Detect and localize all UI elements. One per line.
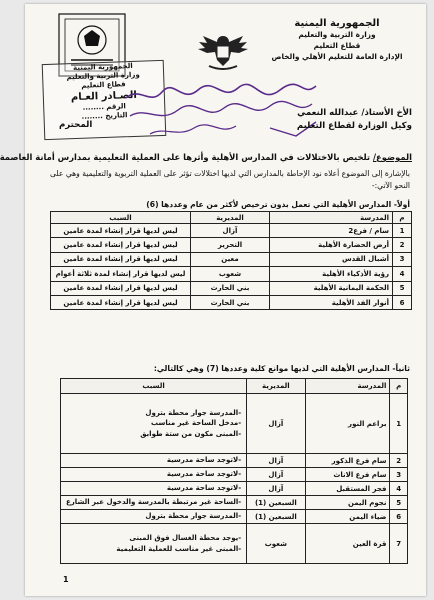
row-number: 4: [390, 482, 408, 496]
section-1-heading: أولاً- المدارس الأهلية التي تعمل بدون ترخيص لأكثر من عام وعددها (6): [146, 200, 410, 209]
reason-line: -المبنى مكون من ستة طوابق: [140, 429, 242, 438]
row-district: آزال: [247, 394, 305, 454]
row-school: قرة العين: [305, 524, 390, 564]
row-number: 7: [390, 524, 408, 564]
reason-line: -المدرسة جوار محطة بترول: [145, 512, 242, 521]
row-number: 5: [393, 281, 412, 295]
table-row: [51, 252, 412, 266]
row-reason: [61, 394, 247, 454]
col-header-reason: السبب: [51, 212, 191, 224]
subject-label: الموضوع/: [372, 152, 412, 162]
row-number: 3: [393, 252, 412, 266]
row-reason: [61, 454, 247, 468]
page-number: 1: [63, 575, 69, 584]
col-header-reason: السبب: [61, 379, 247, 394]
subject-text: تلخيص بالاختلالات في المدارس الأهلية وأثرها على العملية التعليمية بمدارس أمانة العاصمة: [0, 152, 373, 162]
reason-line: -مدخل الساحة غير مناسب: [151, 419, 242, 428]
row-school: نجوم اليمن: [305, 496, 390, 510]
table-header-row: [51, 212, 412, 224]
table-row: [51, 295, 412, 309]
row-district: السبعين (1): [247, 510, 305, 524]
stamp-line-5: الرقم ........: [82, 102, 126, 112]
prohibited-schools-table: [60, 378, 408, 564]
col-header-school: المدرسة: [305, 379, 390, 394]
row-school: براعم النور: [305, 394, 390, 454]
row-reason: [61, 482, 247, 496]
unlicensed-schools-table: [50, 211, 412, 310]
letterhead: [262, 18, 412, 62]
row-district: آزال: [247, 482, 305, 496]
stamp-line-4: الصـادر العـام: [70, 89, 138, 104]
stamp-line-6: التاريخ ........: [81, 111, 128, 121]
document-page: [0, 4, 426, 596]
reason-line: -المبنى غير مناسب للعملية التعليمية: [116, 544, 242, 553]
subject-line: [0, 152, 412, 162]
table-row: [51, 238, 412, 252]
row-district: شعوب: [191, 267, 270, 281]
row-reason: ليس لديها قرار إنشاء لمدة عامين: [51, 295, 191, 309]
row-reason: [61, 468, 247, 482]
row-number: 5: [390, 496, 408, 510]
table-row: [51, 281, 412, 295]
table-row: [61, 496, 408, 510]
row-number: 2: [390, 454, 408, 468]
table-row: [51, 267, 412, 281]
row-district: آزال: [247, 468, 305, 482]
row-number: 2: [393, 238, 412, 252]
table-row: [61, 468, 408, 482]
addressee-greeting: المحترم: [59, 120, 93, 130]
row-reason: ليس لديها قرار إنشاء لمدة عامين: [51, 224, 191, 238]
reason-line: -المدرسة جوار محطة بترول: [145, 408, 242, 417]
addressee-title: وكيل الوزارة لقطاع التعليم: [296, 121, 412, 131]
row-district: بني الحارث: [191, 295, 270, 309]
letterhead-department: الإدارة العامة للتعليم الأهلي والخاص: [271, 52, 403, 61]
row-reason: [61, 496, 247, 510]
reason-line: -الساحة غير مرتبطة بالمدرسة والدخول عبر الشارع: [66, 498, 242, 507]
handwritten-signature: [120, 76, 320, 146]
row-district: السبعين (1): [247, 496, 305, 510]
letterhead-sector: قطاع التعليم: [313, 41, 361, 50]
addressee: [297, 107, 412, 133]
row-school: فجر المستقبل: [305, 482, 390, 496]
row-reason: ليس لديها قرار إنشاء لمدة عامين: [51, 281, 191, 295]
row-school: سام / فرع2: [270, 224, 393, 238]
row-school: الحكمة اليمانية الأهلية: [270, 281, 393, 295]
col-header-number: م: [390, 379, 408, 394]
row-number: 4: [393, 267, 412, 281]
stamp-line-3: قطاع التعليم: [81, 80, 126, 90]
addressee-name: الأخ الأستاذ/ عبدالله النعمي: [297, 108, 412, 118]
table-row: [61, 454, 408, 468]
row-school: أنوار الفذ الأهلية: [270, 295, 393, 309]
row-school: سام فرع الذكور: [305, 454, 390, 468]
col-header-district: المديرية: [247, 379, 305, 394]
row-number: 6: [393, 295, 412, 309]
table-row: [61, 482, 408, 496]
national-emblem-icon: [195, 30, 251, 72]
row-district: التحرير: [191, 238, 270, 252]
row-reason: [61, 510, 247, 524]
reason-line: -لاتوجد ساحة مدرسية: [166, 470, 242, 479]
reason-line: -لاتوجد ساحة مدرسية: [166, 484, 242, 493]
row-number: 6: [390, 510, 408, 524]
col-header-district: المديرية: [191, 212, 270, 224]
row-school: رؤية الأذكياء الأهلية: [270, 267, 393, 281]
letterhead-ministry: وزارة التربية والتعليم: [298, 30, 376, 39]
table-row: [61, 510, 408, 524]
row-school: ضياء اليمن: [305, 510, 390, 524]
letterhead-title: الجمهورية اليمنية: [294, 18, 380, 29]
row-number: 1: [390, 394, 408, 454]
row-reason: ليس لديها قرار إنشاء لمدة عامين: [51, 252, 191, 266]
row-district: شعوب: [247, 524, 305, 564]
row-number: 1: [393, 224, 412, 238]
col-header-number: م: [393, 212, 412, 224]
col-header-school: المدرسة: [270, 212, 393, 224]
stamp-line-1: الجمهورية اليمنية: [72, 61, 133, 73]
section-2-heading: ثانياً- المدارس الأهلية التي لديها موانع كلية وعددها (7) وهي كالتالي:: [153, 364, 410, 373]
stamp-line-2: وزارة التربية والتعليم: [66, 70, 140, 82]
row-district: بني الحارث: [191, 281, 270, 295]
row-number: 3: [390, 468, 408, 482]
row-school: أرض الحضارة الأهلية: [270, 238, 393, 252]
row-reason: ليس لديها قرار إنشاء لمدة ثلاثة أعوام: [51, 267, 191, 281]
row-reason: [61, 524, 247, 564]
table-row: [61, 524, 408, 564]
table-header-row: [61, 379, 408, 394]
table-row: [51, 224, 412, 238]
row-district: آزال: [191, 224, 270, 238]
intro-paragraph: بالإشارة إلى الموضوع أعلاه نود الإحاطة بالمدارس التي لديها اختلالات تؤثر على العملية التربوية والتعليمية وهي على النحو الآتي:-: [50, 169, 410, 190]
row-district: معين: [191, 252, 270, 266]
row-reason: ليس لديها قرار إنشاء لمدة عامين: [51, 238, 191, 252]
row-school: سام فرع الاناث: [305, 468, 390, 482]
row-district: آزال: [247, 454, 305, 468]
reason-line: -يوجد محطة الغسال فوق المبنى: [129, 534, 242, 542]
reason-line: -لاتوجد ساحة مدرسية: [166, 456, 242, 465]
row-school: أشبال القدس: [270, 252, 393, 266]
table-row: [61, 394, 408, 454]
